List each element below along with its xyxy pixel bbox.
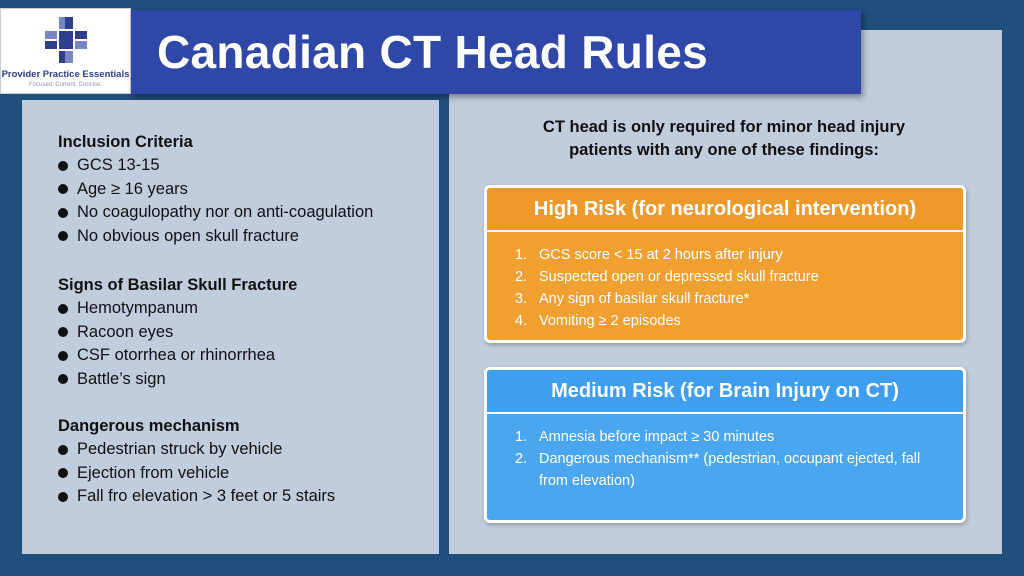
bullet-icon [58, 445, 68, 455]
list-item: Ejection from vehicle [58, 462, 335, 486]
criteria-panel [22, 100, 439, 554]
list-item: GCS 13-15 [58, 154, 373, 178]
list-item: 4. Vomiting ≥ 2 episodes [515, 313, 681, 329]
bullet-icon [58, 161, 68, 171]
bullet-icon [58, 208, 68, 218]
bullet-icon [58, 304, 68, 314]
risk-panel [449, 30, 1002, 554]
bullet-icon [58, 351, 68, 361]
list-item: No coagulopathy nor on anti-coagulation [58, 201, 373, 225]
high-risk-box [484, 185, 966, 343]
intro-line: CT head is only required for minor head injury [542, 118, 906, 136]
brand-logo [0, 8, 131, 94]
intro-text [499, 116, 949, 162]
section-heading: Dangerous mechanism [58, 417, 240, 435]
high-risk-title: High Risk (for neurological intervention) [487, 188, 963, 232]
bullet-icon [58, 184, 68, 194]
medium-risk-title: Medium Risk (for Brain Injury on CT) [487, 370, 963, 414]
bullet-icon [58, 492, 68, 502]
list-item: Hemotympanum [58, 297, 297, 321]
list-item: No obvious open skull fracture [58, 225, 373, 249]
list-item: CSF otorrhea or rhinorrhea [58, 344, 297, 368]
list-item: 3. Any sign of basilar skull fracture* [515, 291, 750, 307]
bullet-icon [58, 327, 68, 337]
medium-risk-box [484, 367, 966, 523]
bullet-icon [58, 468, 68, 478]
intro-line: patients with any one of these findings: [569, 141, 879, 159]
page-title: Canadian CT Head Rules [131, 10, 861, 94]
list-item: 2. Suspected open or depressed skull fracture [515, 269, 819, 285]
section-heading: Inclusion Criteria [58, 133, 193, 151]
list-item: Pedestrian struck by vehicle [58, 438, 335, 462]
list-item: 2. Dangerous mechanism** (pedestrian, occupant ejected, fall from elevation) [515, 451, 921, 489]
list-item: Battle’s sign [58, 368, 297, 392]
logo-name: Provider Practice Essentials [1, 69, 130, 80]
list-item: Age ≥ 16 years [58, 178, 373, 202]
list-item: 1. GCS score < 15 at 2 hours after injury [515, 247, 783, 263]
high-risk-list [515, 244, 963, 332]
bullet-icon [58, 231, 68, 241]
basilar-fracture-section [58, 273, 297, 391]
medium-risk-list [515, 426, 963, 492]
dangerous-mechanism-section [58, 414, 335, 509]
list-item: Fall fro elevation > 3 feet or 5 stairs [58, 485, 335, 509]
section-heading: Signs of Basilar Skull Fracture [58, 276, 298, 294]
list-item: 1. Amnesia before impact ≥ 30 minutes [515, 429, 775, 445]
bullet-icon [58, 374, 68, 384]
inclusion-criteria-section [58, 130, 373, 248]
list-item: Racoon eyes [58, 321, 297, 345]
logo-tagline: Focused. Current. Concise. [28, 82, 103, 88]
medical-cross-icon [43, 15, 89, 65]
